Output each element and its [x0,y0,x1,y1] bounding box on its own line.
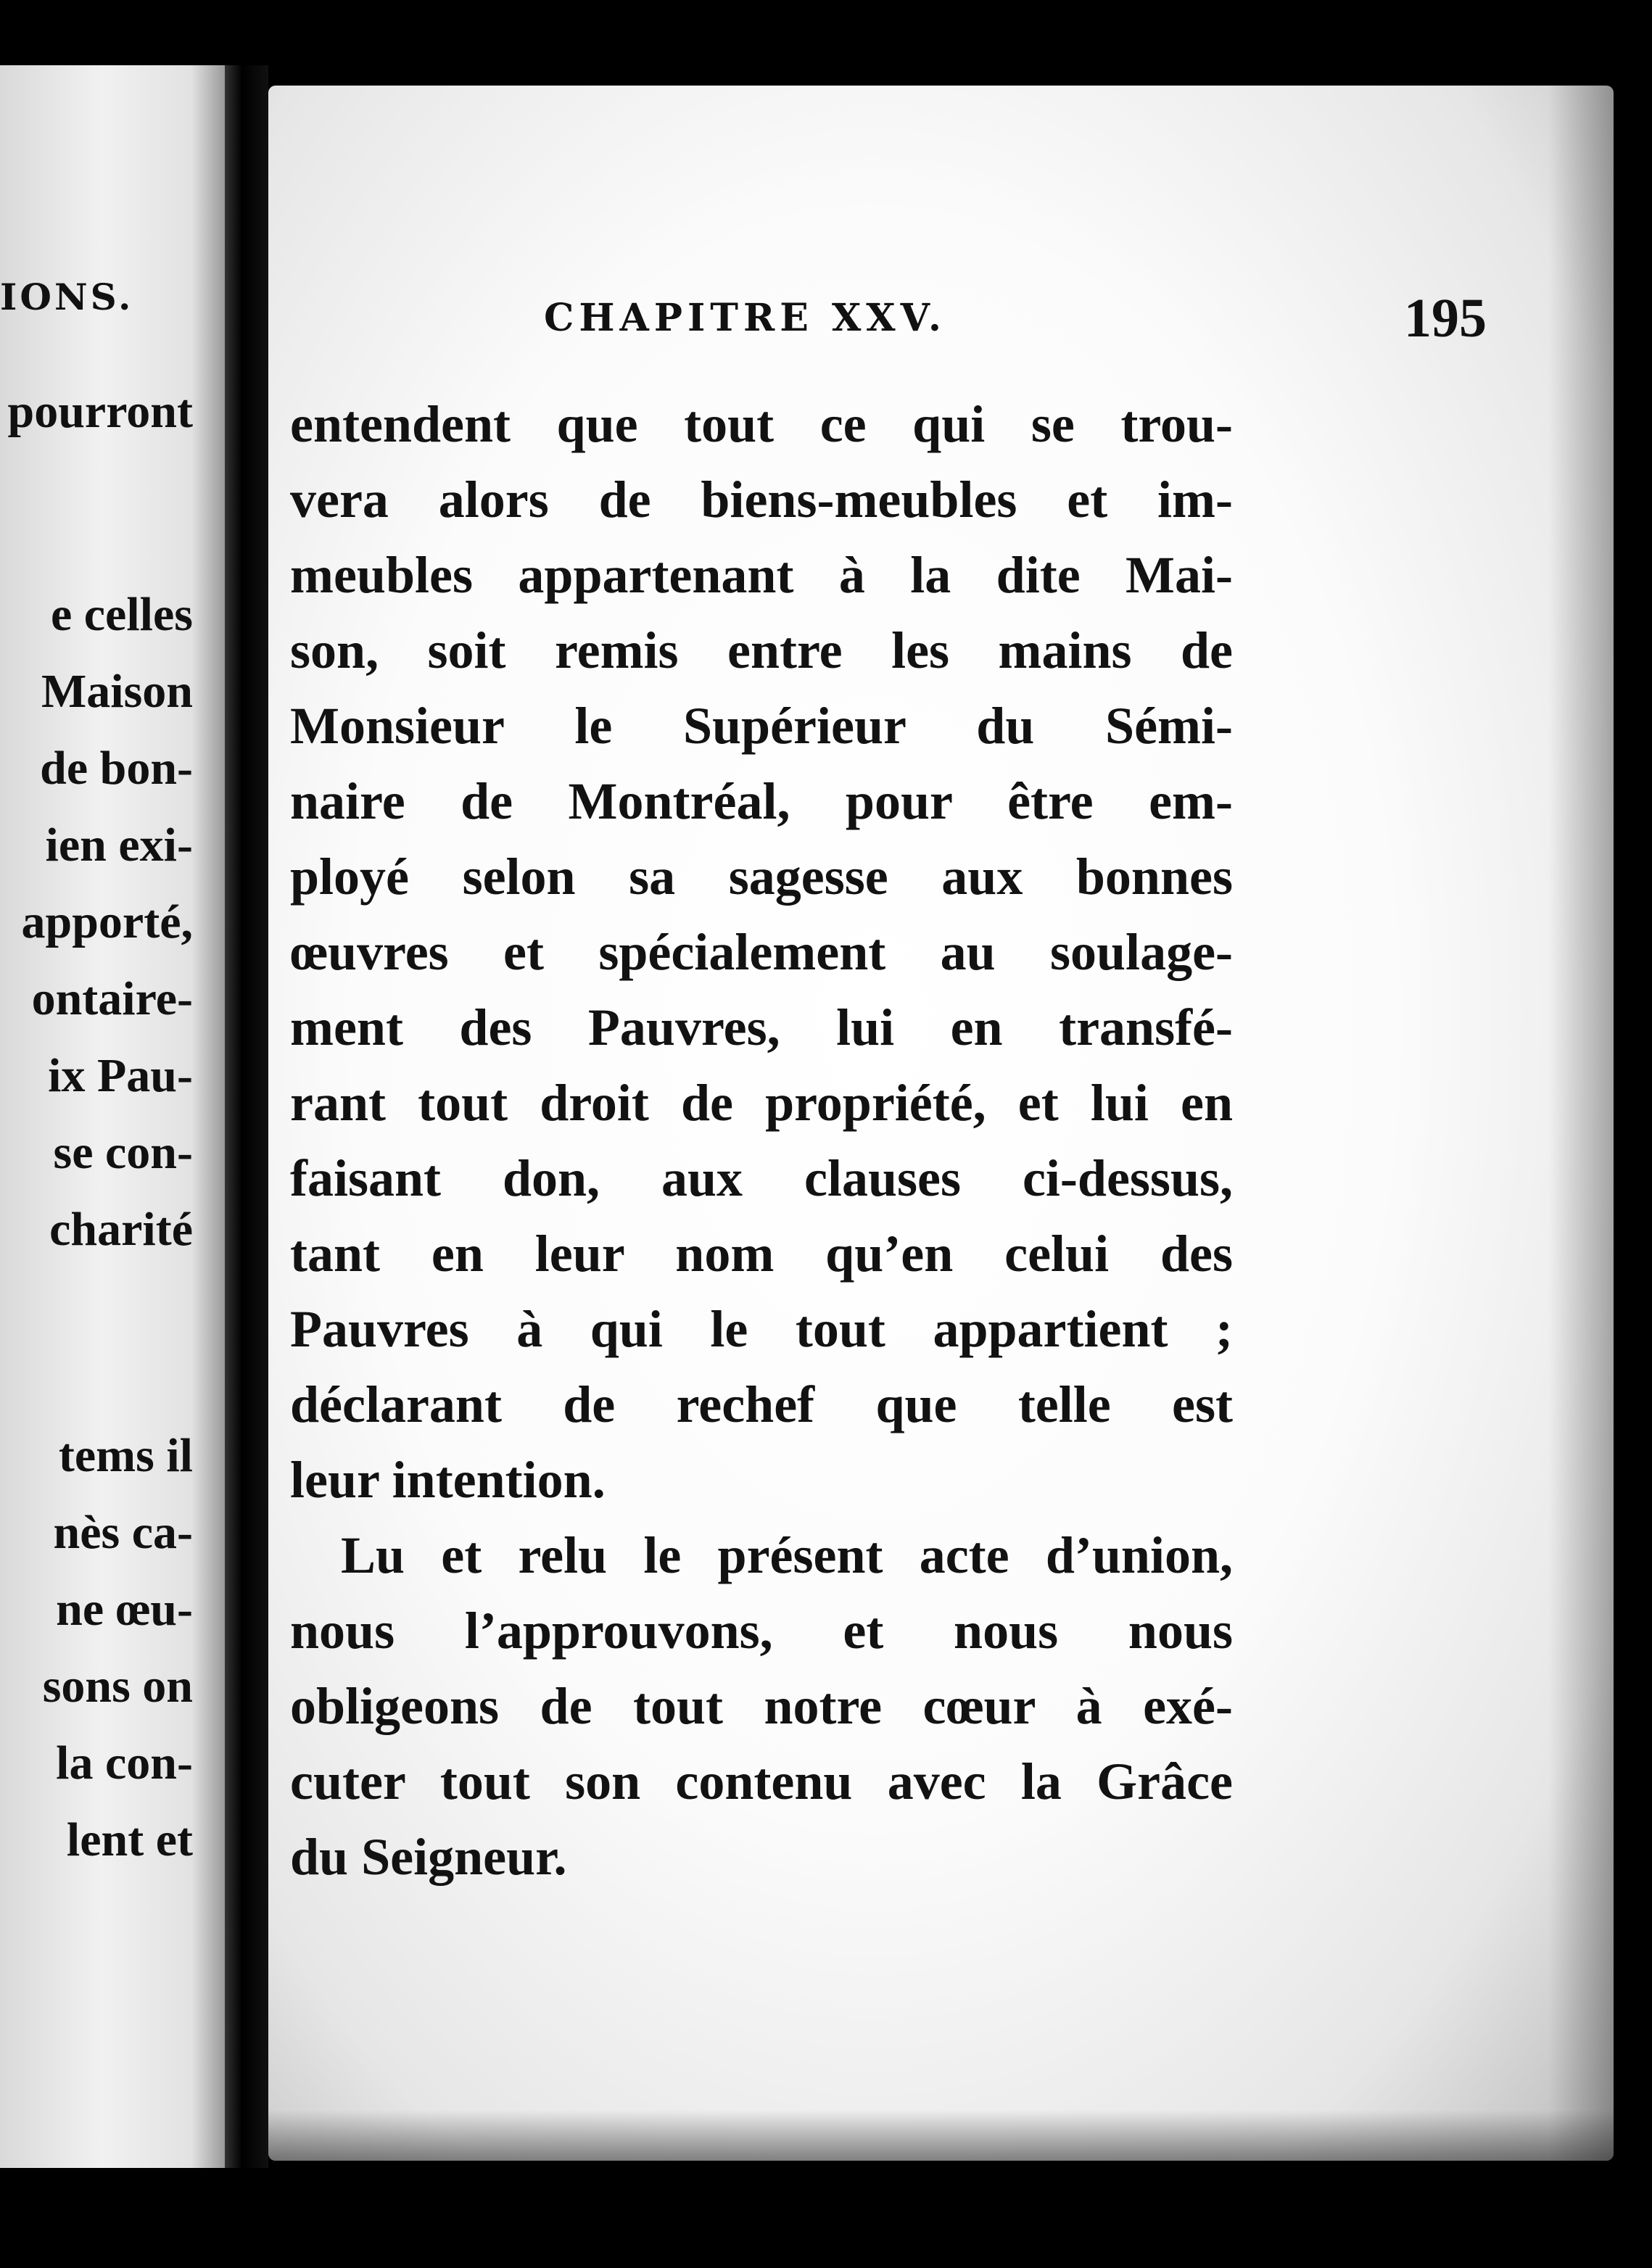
book-gutter [225,65,268,2168]
left-line: lent et [66,1813,193,1866]
running-head [544,288,1487,361]
left-running-head: IONS. [0,276,134,318]
text-line: faisant don, aux clauses ci-dessus, [290,1149,1233,1207]
text-line: obligeons de tout notre cœur à exé- [290,1677,1233,1735]
left-line: tems il [58,1429,193,1482]
chapter-title: CHAPITRE XXV. [544,296,946,340]
text-line: nous l’approuvons, et nous nous [290,1602,1233,1660]
main-page-right [268,86,1614,2161]
text-line: son, soit remis entre les mains de [290,621,1233,679]
text-line: œuvres et spécialement au soulage- [290,923,1233,981]
text-line: tant en leur nom qu’en celui des [290,1225,1233,1283]
page-number: 195 [1404,288,1487,349]
left-line: Maison [41,665,193,718]
page-bottom-edge [268,2110,1614,2161]
left-line: la con- [56,1737,193,1789]
facing-page-left [0,65,225,2168]
text-line: déclarant de rechef que telle est [290,1375,1233,1433]
left-line: apporté, [21,895,193,948]
text-line: cuter tout son contenu avec la Grâce [290,1752,1233,1810]
body-text [290,386,1233,1895]
left-line: charité [49,1203,193,1256]
paragraph-start-line: Lu et relu le présent acte d’union, [341,1526,1233,1584]
text-line: ment des Pauvres, lui en transfé- [290,998,1233,1056]
left-line: se con- [53,1126,193,1179]
text-line: Pauvres à qui le tout appartient ; [290,1300,1233,1358]
left-line: sons on [42,1660,193,1713]
left-page-text [0,65,193,2168]
text-line: Monsieur le Supérieur du Sémi- [290,697,1233,755]
left-line: nès ca- [53,1506,193,1559]
text-line: entendent que tout ce qui se trou- [290,395,1233,453]
text-line: ployé selon sa sagesse aux bonnes [290,848,1233,906]
page-edge-shadow [1548,86,1614,2161]
left-line: ne œu- [56,1583,193,1636]
left-line: ontaire- [31,972,193,1025]
left-line: pourront [7,385,193,438]
text-line: rant tout droit de propriété, et lui en [290,1074,1233,1132]
left-line: ien exi- [45,819,193,872]
text-line: leur intention. [290,1451,606,1509]
text-line: vera alors de biens-meubles et im- [290,471,1233,529]
left-line: de bon- [40,742,193,795]
left-line: e celles [50,588,193,641]
text-line: naire de Montréal, pour être em- [290,772,1233,830]
left-line: ix Pau- [48,1049,193,1102]
text-line: meubles appartenant à la dite Mai- [290,546,1233,604]
text-line: du Seigneur. [290,1828,567,1886]
